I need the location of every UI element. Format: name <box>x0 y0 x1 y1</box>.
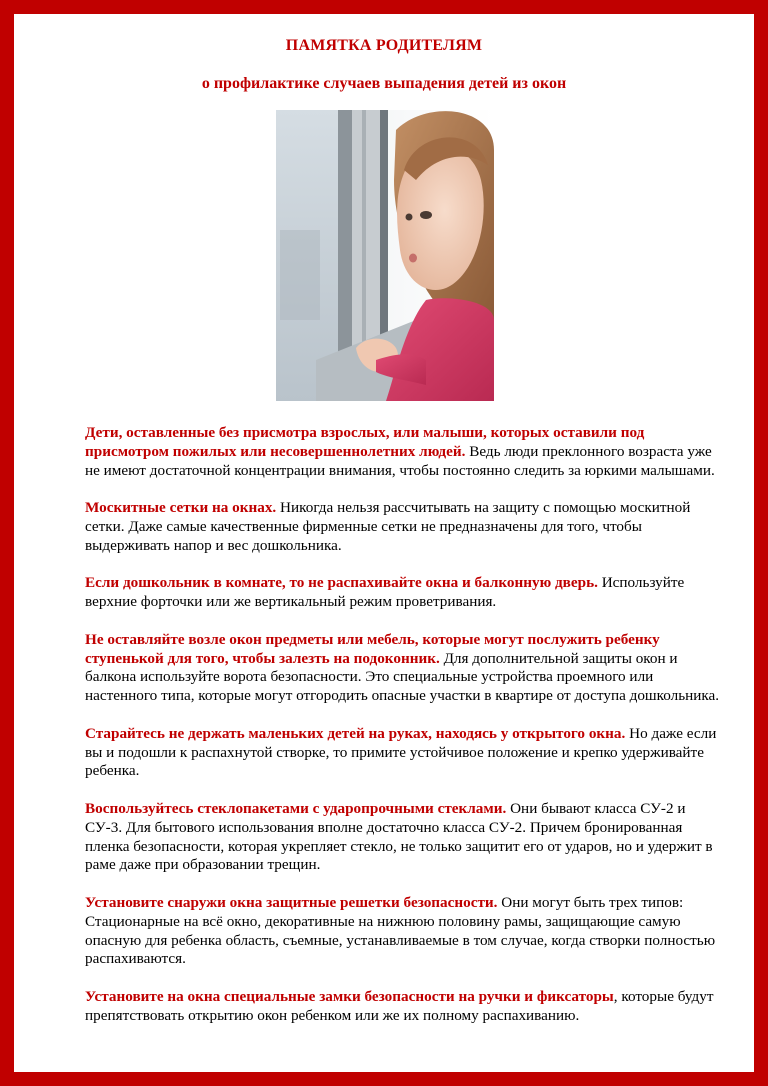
paragraph-text: Они могут быть трех типов: Стационарные на всё окно, декоративные на нижнюю половину рамы, защищающие самую опасную для ребенка область, съемные, устанавливаемые в том случае, когда створки полностью распахиваются. <box>85 893 716 968</box>
page-title: ПАМЯТКА РОДИТЕЛЯМ <box>285 37 483 54</box>
memo-paragraph <box>85 988 725 1026</box>
memo-paragraph <box>85 800 725 875</box>
paragraph-lead: Если дошкольник в комнате, то не распахивайте окна и балконную дверь. <box>85 574 598 592</box>
paragraph-lead: Старайтесь не держать маленьких детей на руках, находясь у открытого окна. <box>85 724 626 742</box>
paragraph-lead: Дети, оставленные без присмотра взрослых, или малыши, которых оставили под присмотром пожилых или несовершеннолетних людей. <box>85 424 645 460</box>
paragraph-lead: Москитные сетки на окнах. <box>85 499 277 517</box>
paragraph-text: , которые будут препятствовать открытию окон ребенком или же их полному распахиванию. <box>85 987 714 1024</box>
memo-paragraph <box>85 574 725 612</box>
memo-paragraph <box>85 499 725 555</box>
memo-body <box>85 424 725 1044</box>
paragraph-text: Используйте верхние форточки или же вертикальный режим проветривания. <box>85 574 685 611</box>
memo-paragraph <box>85 424 725 480</box>
paragraph-text: Но даже если вы и подошли к распахнутой створке, то примите устойчивое положение и крепко удерживайте ребенка. <box>85 724 717 780</box>
paragraph-text: Никогда нельзя рассчитывать на защиту с помощью москитной сетки. Даже самые качественные фирменные сетки не предназначены для того, чтобы выдерживать напор и вес дошкольника. <box>85 499 691 554</box>
paragraph-lead: Установите на окна специальные замки безопасности на ручки и фиксаторы <box>85 987 614 1005</box>
page-subtitle: о профилактике случаев выпадения детей из окон <box>201 75 567 92</box>
child-at-window-photo <box>276 110 494 401</box>
paragraph-lead: Не оставляйте возле окон предметы или мебель, которые могут послужить ребенку ступенькой для того, чтобы залезть на подоконник. <box>85 630 660 667</box>
paragraph-text: Они бывают класса СУ-2 и СУ-3. Для бытового использования вполне достаточно класса СУ-2. Причем бронированная пленка безопасности, которая укрепляет стекло, не только защитит его от ударов, но и удержит в раме даже при образовании трещин. <box>85 799 713 874</box>
paragraph-lead: Воспользуйтесь стеклопакетами с ударопрочными стеклами. <box>85 799 507 817</box>
paragraph-lead: Установите снаружи окна защитные решетки безопасности. <box>85 893 498 911</box>
memo-paragraph <box>85 894 725 969</box>
memo-paragraph <box>85 631 725 706</box>
memo-paragraph <box>85 725 725 781</box>
paragraph-text: Для дополнительной защиты окон и балкона используйте ворота безопасности. Это специальные устройства проемного или настенного типа, которые могут отгородить опасные участки в квартире от доступа дошкольника. <box>85 649 720 705</box>
paragraph-text: Ведь люди преклонного возраста уже не имеют достаточной концентрации внимания, чтобы постоянно следить за юркими малышами. <box>85 442 715 479</box>
